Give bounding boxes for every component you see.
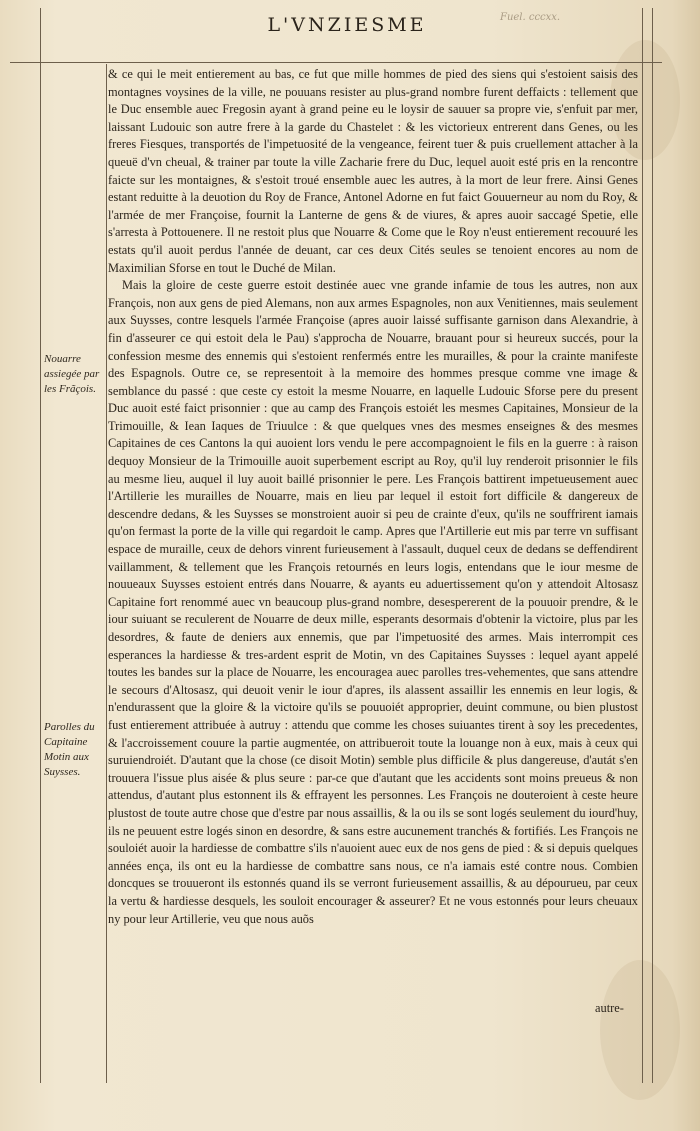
paragraph: Mais la gloire de ceste guerre estoit destinée auec vne grande infamie de tous les autres, non aux François, non aux gens de pied Alemans, non aux armes Espagnoles, non aux Venitiennes, mais seulement aux Suysses, contre lesquels l'armée Françoise (apres auoir laissé suffisante garnison dans Alexandrie, à fin d'asseurer ce qui estoit dela le Pau) s'approcha de Nouarre, brauant pour si heureux succés, pour la confession mesme des ennemis qui s'estoient renfermés entre les murailles, & pour la crainte manifeste des Espagnols. Outre ce, se representoit à la memoire des hommes presque comme vne image & semblance du passé : que ceste cy estoit la mesme Nouarre, en laquelle Ludouic Sforse pere du present Duc auoit esté faict prisonnier : que au camp des François estoiét les mesmes Capitaines, Monsieur de la Trimouille, & Iean Iaques de Triuulce : & que quelques vnes des mesmes enseignes & des mesmes Capitaines de ces Cantons la qui auoient lors vendu le pere accompagnoient le fils en la guerre : à raison dequoy Monsieur de la Trimouille auoit superbement escript au Roy, qu'il luy renderoit prisonnier le fils au mesme lieu, auquel il luy auoit baillé prisonnier le pere. Les François battirent impetueusement auec l'Artillerie les murailles de Nouarre, mais en lieu par lequel il estoit fort difficile & dangereux de descendre dedans, & les Suysses se monstroient auoir si peu de crainte d'eux, qu'ils ne souffrirent iamais qu'on fermast la porte de la ville qui regardoit le camp. Apres que l'Artillerie eut mis par terre vn suffisant espace de muraille, ceux de dehors vinrent furieusement à l'assault, duquel ceux de dedans se deffendirent vaillamment, & tellement que les François retournés en leurs logis, entendans que le iour mesme de nouueaux Suysses estoient entrés dans Nouarre, & ayants eu aduertissement qu'on y attendoit Altosasz Capitaine fort renommé auec vn beaucoup plus-grand nombre, desespererent de la pouuoir prendre, & le iour suiuant se reculerent de Nouarre de deux mille, esperants desormais d'obtenir la victoire, plus par les desordres, & faute de deniers aux ennemis, que par l'impetuosité des armes. Mais interrompit ces esperances la hardiesse & tres-ardent esprit de Motin, vn des Capitaines Suysses : lequel ayant appelé toutes les bandes sur la place de Nouarre, les encouragea auec parolles tres-vehementes, que sans attendre le secours d'Altosasz, qui deuoit venir le iour d'apres, ils alassent assaillir les ennemis en leur logis, & n'endurassent que la gloire & la victoire qu'ils se pouuoiét approprier, deuint commune, ou bien plustost fust entierement attribuée à autruy : attendu que comme les choses suiuantes tirent à soy les precedentes, & l'accroissement couure la partie augmentée, on attribueroit toute la louange non à eux, mais à ceux qui suruiendroiét. D'autant que la chose (ce disoit Motin) semble plus difficile & plus dangereuse, d'autát s'en trouuera l'issue plus aisée & plus seure : par-ce que d'autant que les accidents sont moins preueus & non attendus, d'autant plus estonnent ils & effrayent les personnes. Les François ne douteroient à ceste heure plustost de toute autre chose que d'estre par nous assaillis, & la ou ils se sont logés seulement du iourd'huy, ils ne peuuent estre logés sinon en desordre, & sans estre aucunement tranchés & fortifiés. Les François ne souloiét auoir la hardiesse de combattre s'ils n'auoient auec eux de nos gens de pied : & si depuis quelques années ença, ils ont eu la hardiesse de combattre sans nous, ce n'a iamais esté contre nous. Combien doncques se trouueront ils estonnés quand ils se verront furieusement assaillis, & au dépourueu, par ceux la vertu & hardiesse desquels, les souloit encourager & asseurer? Et ne vous estonnés pour leurs cheuaux ny pour leur Artillerie, veu que nous auõs bbox=[108, 278, 638, 926]
margin-rule bbox=[106, 64, 107, 1083]
frame-rule-outer bbox=[652, 8, 653, 1083]
frame-rule-right bbox=[642, 8, 643, 1083]
frame-rule-left bbox=[40, 8, 41, 1083]
body-text bbox=[108, 66, 638, 1026]
margin-note-nouarre: Nouarre assiegée par les Frãçois. bbox=[44, 353, 100, 395]
paragraph: & ce qui le meit entierement au bas, ce fut que mille hommes de pied des siens qui s'estoient saisis des montagnes voysines de la ville, ne pouuans resister au plus-grand nombre furent deffaicts : tellement que le Duc ensemble auec Fregosin ayant à grand peine eu le loysir de sauuer sa propre vie, s'enfuit par mer, laissant Ludouic son autre frere à la garde du Chastelet : & les victorieux entrerent dans Genes, ou les freres Fiesques, transportés de l'impetuosité de la vengeance, feirent tuer & puis cruellement attacher à la queuë d'vn cheual, & trainer par toute la ville Zacharie frere du Duc, lequel auoit esté pris en la rencontre faicte sur les montaignes, & s'estoit troué ensemble auec les autres, à la mort de leur frere. Ainsi Genes estant reduitte à la deuotion du Roy de France, Antonel Adorne en fut faict Gouuerneur au nom du Roy, & l'armée de mer Françoise, fournit la Lanterne de gens & de viures, & apres auoir saccagé Spetie, elle s'arresta à Pottouenere. Il ne restoit plus que Nouarre & Come que le Roy n'eust entierement recouuré les estats qu'il auoit perdus l'année de deuant, car ces deux Cités seules se tenoient encores au nom de Maximilian Sforse en tout le Duché de Milan. bbox=[108, 67, 638, 275]
header-rule bbox=[10, 62, 662, 63]
catchword: autre- bbox=[595, 1001, 624, 1015]
folio-number: Fuel. cccxx. bbox=[500, 12, 561, 23]
page-title: L'VNZIESME bbox=[267, 14, 427, 36]
margin-note-motin: Parolles du Capitaine Motin aux Suysses. bbox=[44, 721, 95, 778]
